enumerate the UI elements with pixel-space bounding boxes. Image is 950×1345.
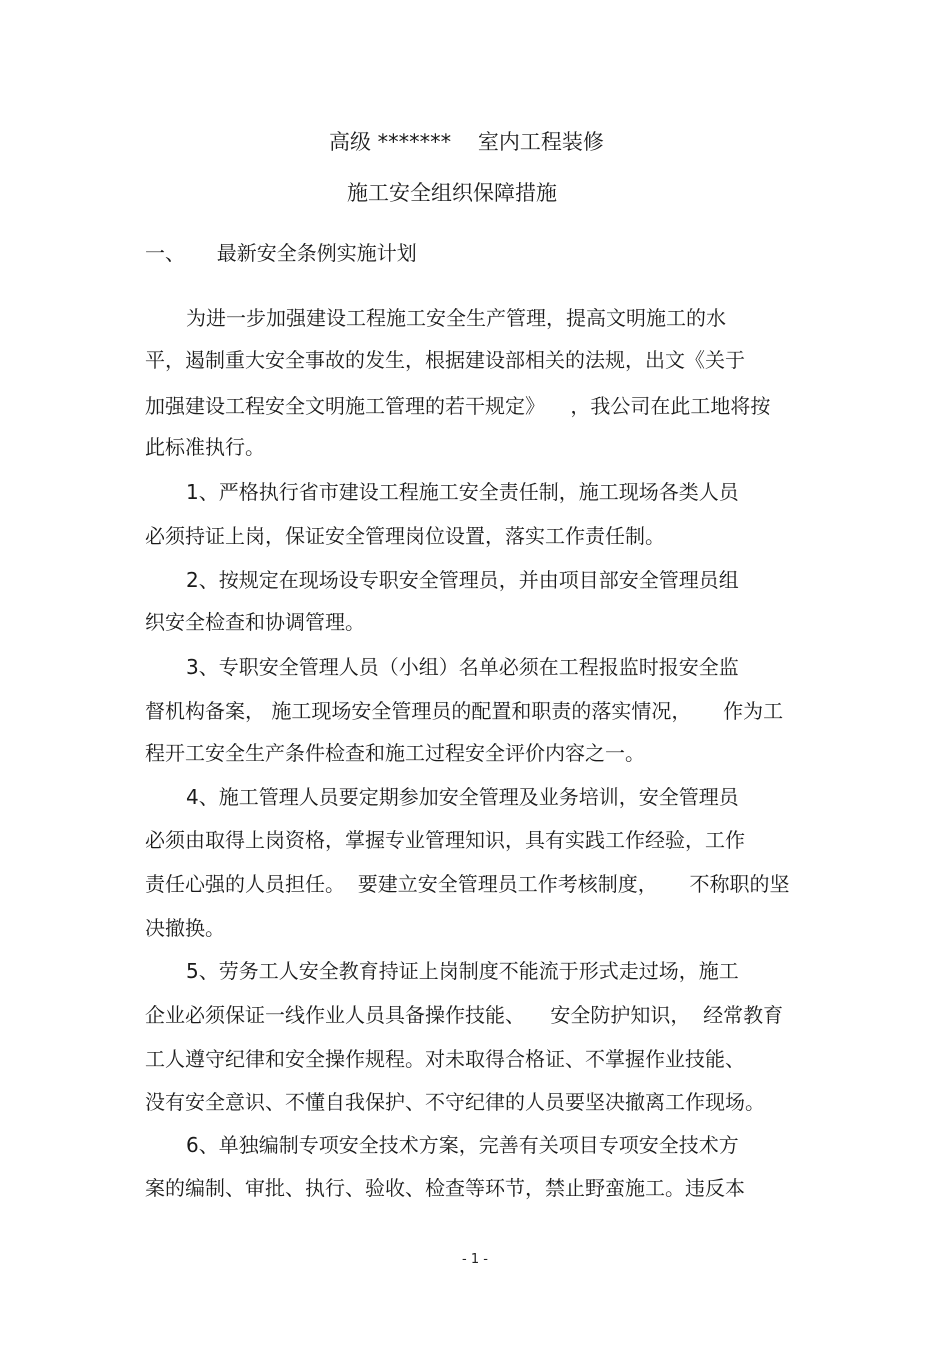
paragraph-line: 必须持证上岗，保证安全管理岗位设置，落实工作责任制。 [145, 524, 665, 548]
paragraph-line: 决撤换。 [145, 916, 225, 940]
paragraph-line: 此标准执行。 [145, 435, 265, 459]
paragraph-line: 5、劳务工人安全教育持证上岗制度不能流于形式走过场，施工 [186, 959, 739, 983]
paragraph-line: 工人遵守纪律和安全操作规程。对未取得合格证、不掌握作业技能、 [145, 1047, 745, 1071]
paragraph-line: 加强建设工程安全文明施工管理的若干规定》 ，我公司在此工地将按 [145, 394, 771, 418]
section-heading: 一、 最新安全条例实施计划 [145, 241, 417, 265]
paragraph-line: 2、按规定在现场设专职安全管理员，并由项目部安全管理员组 [186, 568, 739, 592]
paragraph-line: 责任心强的人员担任。 要建立安全管理员工作考核制度， 不称职的坚 [145, 872, 790, 896]
paragraph-line: 程开工安全生产条件检查和施工过程安全评价内容之一。 [145, 741, 645, 765]
paragraph-line: 没有安全意识、不懂自我保护、不守纪律的人员要坚决撤离工作现场。 [145, 1090, 765, 1114]
paragraph-line: 织安全检查和协调管理。 [145, 610, 365, 634]
paragraph-line: 1、严格执行省市建设工程施工安全责任制，施工现场各类人员 [186, 480, 739, 504]
paragraph-line: 必须由取得上岗资格，掌握专业管理知识，具有实践工作经验，工作 [145, 828, 745, 852]
page-number: - 1 - [462, 1252, 488, 1267]
paragraph-line: 企业必须保证一线作业人员具备操作技能、 安全防护知识， 经常教育 [145, 1003, 784, 1027]
paragraph-line: 为进一步加强建设工程施工安全生产管理，提高文明施工的水 [186, 306, 726, 330]
document-title-line1: 高级 ******* 室内工程装修 [329, 130, 604, 154]
paragraph-line: 案的编制、审批、执行、验收、检查等环节，禁止野蛮施工。违反本 [145, 1176, 745, 1200]
paragraph-line: 4、施工管理人员要定期参加安全管理及业务培训，安全管理员 [186, 785, 739, 809]
paragraph-line: 3、专职安全管理人员（小组）名单必须在工程报监时报安全监 [186, 655, 739, 679]
paragraph-line: 平，遏制重大安全事故的发生，根据建设部相关的法规，出文《关于 [145, 348, 745, 372]
paragraph-line: 6、单独编制专项安全技术方案，完善有关项目专项安全技术方 [186, 1133, 739, 1157]
paragraph-line: 督机构备案， 施工现场安全管理员的配置和职责的落实情况， 作为工 [145, 699, 784, 723]
document-title-line2: 施工安全组织保障措施 [347, 181, 557, 205]
